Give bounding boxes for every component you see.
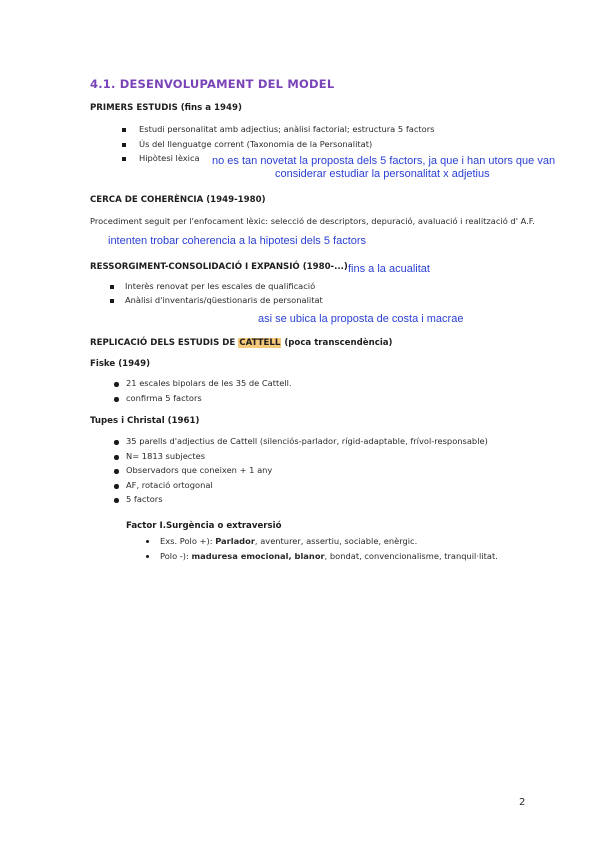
factor-heading: Factor I.Surgència o extraversió: [126, 521, 282, 531]
list-item: 21 escales bipolars de les 35 de Cattell.: [126, 378, 292, 388]
bullet-dot: [146, 540, 149, 543]
primers-heading: PRIMERS ESTUDIS (fins a 1949): [90, 103, 242, 113]
list-item: Estudi personalitat amb adjectius; anàlisi factorial; estructura 5 factors: [139, 124, 435, 134]
bullet-dot: [114, 498, 119, 503]
page-number: 2: [519, 797, 526, 808]
factor-positive: [160, 536, 417, 546]
bullet-square: [122, 128, 126, 132]
list-item: 5 factors: [126, 494, 163, 504]
bullet-square: [122, 143, 126, 147]
cerca-heading: CERCA DE COHERÈNCIA (1949-1980): [90, 195, 266, 205]
factor-neg-rest: , bondat, convencionalisme, tranquil·litat.: [324, 551, 498, 561]
list-item: Ús del llenguatge corrent (Taxonomia de la Personalitat): [139, 139, 373, 149]
replicacio-heading-post: (poca transcendència): [281, 338, 393, 348]
factor-pos-prefix: Exs. Polo +):: [160, 536, 216, 546]
list-item: Interès renovat per les escales de qualificació: [125, 281, 316, 291]
section-title: 4.1. DESENVOLUPAMENT DEL MODEL: [90, 77, 335, 91]
handwritten-note: fins a la acualitat: [348, 263, 430, 275]
handwritten-note: considerar estudiar la personalitat x adjetius: [275, 168, 490, 180]
bullet-square: [122, 157, 126, 161]
factor-pos-rest: , aventurer, assertiu, sociable, enèrgic.: [254, 536, 418, 546]
handwritten-note: asi se ubica la proposta de costa i macrae: [258, 313, 464, 325]
list-item: Hipòtesi lèxica: [139, 153, 200, 163]
bullet-dot: [114, 484, 119, 489]
bullet-dot: [114, 469, 119, 474]
tupes-heading: Tupes i Christal (1961): [90, 416, 200, 426]
bullet-square: [110, 285, 114, 289]
handwritten-note: no es tan novetat la proposta dels 5 factors, ja que i han utors que van: [212, 155, 556, 167]
list-item: Anàlisi d'inventaris/qüestionaris de personalitat: [125, 295, 323, 305]
replicacio-heading: [90, 338, 393, 348]
cerca-text: Procediment seguit per l'enfocament lèxic: selecció de descriptors, depuració, avaluació i realització d' A.F.: [90, 216, 535, 226]
bullet-dot: [114, 397, 119, 402]
list-item: confirma 5 factors: [126, 393, 202, 403]
bullet-dot: [146, 555, 149, 558]
bullet-square: [110, 299, 114, 303]
ressorgiment-heading: RESSORGIMENT-CONSOLIDACIÓ I EXPANSIÓ (1980-...): [90, 262, 348, 272]
handwritten-note: intenten trobar coherencia a la hipotesi dels 5 factors: [108, 235, 367, 247]
replicacio-heading-pre: REPLICACIÓ DELS ESTUDIS DE: [90, 338, 239, 348]
factor-pos-bold: Parlador: [215, 536, 255, 546]
factor-negative: [160, 551, 498, 561]
fiske-heading: Fiske (1949): [90, 359, 151, 369]
list-item: Observadors que coneixen + 1 any: [126, 465, 273, 475]
factor-neg-prefix: Polo -):: [160, 551, 192, 561]
bullet-dot: [114, 382, 119, 387]
highlight-cattell: CATTELL: [239, 338, 281, 348]
list-item: AF, rotació ortogonal: [126, 480, 213, 490]
bullet-dot: [114, 455, 119, 460]
list-item: N= 1813 subjectes: [126, 451, 206, 461]
bullet-dot: [114, 440, 119, 445]
list-item: 35 parells d'adjectius de Cattell (silenciós-parlador, rígid-adaptable, frívol-responsable): [126, 436, 488, 446]
factor-neg-bold: maduresa emocional, blanor: [191, 551, 325, 561]
